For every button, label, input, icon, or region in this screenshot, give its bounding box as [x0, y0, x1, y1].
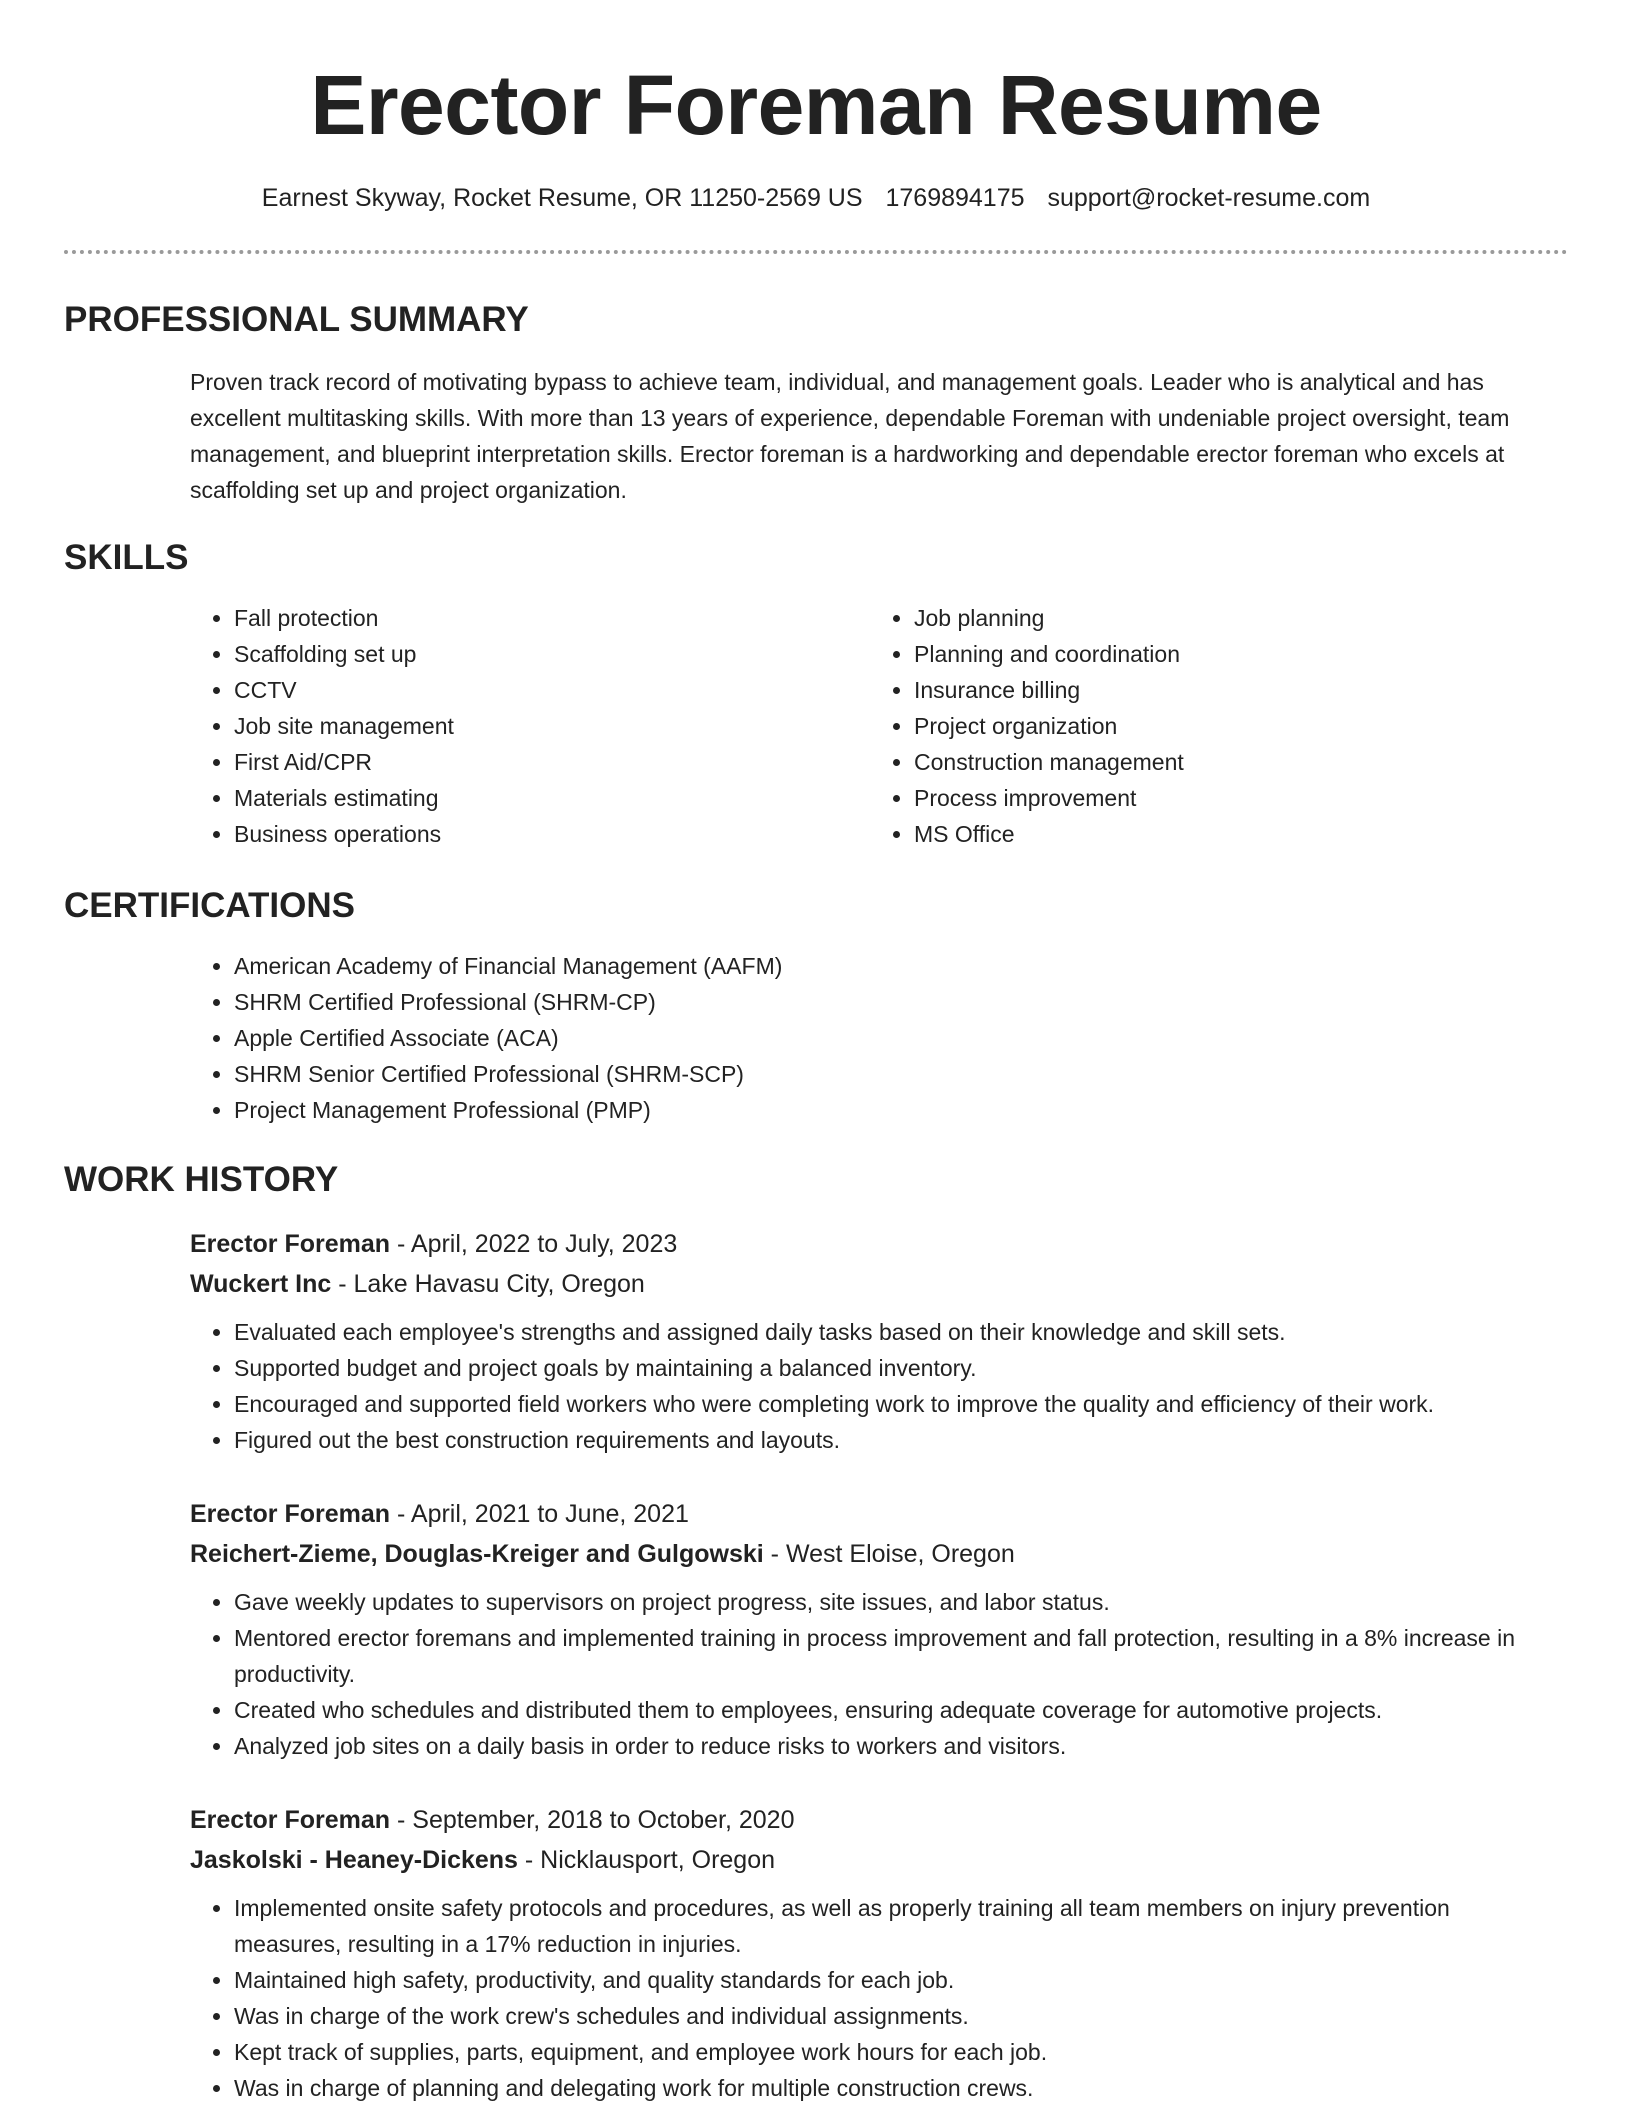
job-company-line	[190, 1534, 1550, 1574]
job-bullets	[190, 1890, 1550, 2106]
skills-list-left	[190, 600, 870, 852]
job-bullet: • Was in charge of the work crew's schedules and individual assignments.	[234, 1998, 1550, 2034]
skills-list-right	[870, 600, 1550, 852]
skill-item: • Fall protection	[234, 600, 870, 636]
skills-section	[64, 536, 1568, 852]
skill-item: • Process improvement	[914, 780, 1550, 816]
certification-item: • Apple Certified Associate (ACA)	[234, 1020, 1550, 1056]
resume-title: Erector Foreman Resume	[310, 58, 1322, 152]
summary-text: Proven track record of motivating bypass to achieve team, individual, and management goals. Leader who is analytical and has excellent multitasking skills. With more than 13 years of experience, dependable Foreman with undeniable project oversight, team management, and blueprint interpretation skills. Erector foreman is a hardworking and dependable erector foreman who excels at scaffolding set up and project organization.	[190, 369, 1510, 503]
job-bullet: • Figured out the best construction requirements and layouts.	[234, 1422, 1550, 1458]
job-dates: - April, 2022 to July, 2023	[390, 1230, 678, 1258]
job-location: - Nicklausport, Oregon	[517, 1846, 776, 1874]
certifications-list	[190, 948, 1550, 1128]
certifications-heading: CERTIFICATIONS	[64, 886, 356, 925]
skills-heading: SKILLS	[64, 538, 189, 577]
job-bullet: • Encouraged and supported field workers who were completing work to improve the quality and efficiency of their work.	[234, 1386, 1550, 1422]
certification-item: • SHRM Senior Certified Professional (SHRM-SCP)	[234, 1056, 1550, 1092]
work-history-heading: WORK HISTORY	[64, 1160, 339, 1199]
work-history-section	[64, 1158, 1568, 1202]
job-company: Wuckert Inc	[190, 1270, 332, 1298]
job-company: Jaskolski - Heaney-Dickens	[190, 1846, 518, 1874]
job-entry	[64, 1800, 1568, 2106]
job-title: Erector Foreman	[190, 1806, 391, 1834]
skill-item: • Project organization	[914, 708, 1550, 744]
job-bullet: • Created who schedules and distributed them to employees, ensuring adequate coverage for automotive projects.	[234, 1692, 1550, 1728]
job-location: - West Eloise, Oregon	[763, 1540, 1015, 1568]
summary-heading: PROFESSIONAL SUMMARY	[64, 300, 529, 339]
job-company-line	[190, 1840, 1550, 1880]
contact-phone: 1769894175	[885, 184, 1025, 212]
skill-item: • Planning and coordination	[914, 636, 1550, 672]
job-bullet: • Analyzed job sites on a daily basis in order to reduce risks to workers and visitors.	[234, 1728, 1550, 1764]
header-divider	[64, 250, 1568, 254]
job-company: Reichert-Zieme, Douglas-Kreiger and Gulgowski	[190, 1540, 764, 1568]
job-title-line	[190, 1224, 1550, 1264]
job-dates: - September, 2018 to October, 2020	[390, 1806, 795, 1834]
job-bullets	[190, 1584, 1550, 1764]
job-title-line	[190, 1800, 1550, 1840]
skill-item: • CCTV	[234, 672, 870, 708]
skill-item: • Materials estimating	[234, 780, 870, 816]
job-entry	[64, 1494, 1568, 1764]
job-bullets	[190, 1314, 1550, 1458]
job-bullet: • Mentored erector foremans and implemented training in process improvement and fall protection, resulting in a 8% increase in productivity.	[234, 1620, 1550, 1692]
skills-grid	[190, 600, 1550, 852]
certification-item: • Project Management Professional (PMP)	[234, 1092, 1550, 1128]
job-bullet: • Maintained high safety, productivity, and quality standards for each job.	[234, 1962, 1550, 1998]
certification-item: • American Academy of Financial Management (AAFM)	[234, 948, 1550, 984]
certification-item: • SHRM Certified Professional (SHRM-CP)	[234, 984, 1550, 1020]
contact-email: support@rocket-resume.com	[1047, 184, 1371, 212]
job-bullet: • Gave weekly updates to supervisors on project progress, site issues, and labor status.	[234, 1584, 1550, 1620]
skill-item: • Insurance billing	[914, 672, 1550, 708]
job-bullet: • Implemented onsite safety protocols and procedures, as well as properly training all team members on injury prevention measures, resulting in a 17% reduction in injuries.	[234, 1890, 1550, 1962]
skill-item: • Job site management	[234, 708, 870, 744]
job-dates: - April, 2021 to June, 2021	[390, 1500, 689, 1528]
skill-item: • First Aid/CPR	[234, 744, 870, 780]
job-location: - Lake Havasu City, Oregon	[331, 1270, 645, 1298]
contact-address: Earnest Skyway, Rocket Resume, OR 11250-2569 US	[261, 184, 863, 212]
job-bullet: • Supported budget and project goals by maintaining a balanced inventory.	[234, 1350, 1550, 1386]
job-title: Erector Foreman	[190, 1230, 391, 1258]
job-bullet: • Was in charge of planning and delegating work for multiple construction crews.	[234, 2070, 1550, 2106]
job-title: Erector Foreman	[190, 1500, 391, 1528]
job-bullet: • Kept track of supplies, parts, equipment, and employee work hours for each job.	[234, 2034, 1550, 2070]
skill-item: • MS Office	[914, 816, 1550, 852]
contact-line	[0, 178, 1632, 218]
skill-item: • Business operations	[234, 816, 870, 852]
job-entry	[64, 1224, 1568, 1458]
job-bullet: • Evaluated each employee's strengths and assigned daily tasks based on their knowledge and skill sets.	[234, 1314, 1550, 1350]
skill-item: • Construction management	[914, 744, 1550, 780]
job-title-line	[190, 1494, 1550, 1534]
certifications-section	[64, 884, 1568, 1128]
job-company-line	[190, 1264, 1550, 1304]
summary-section	[64, 298, 1568, 508]
skill-item: • Job planning	[914, 600, 1550, 636]
skill-item: • Scaffolding set up	[234, 636, 870, 672]
